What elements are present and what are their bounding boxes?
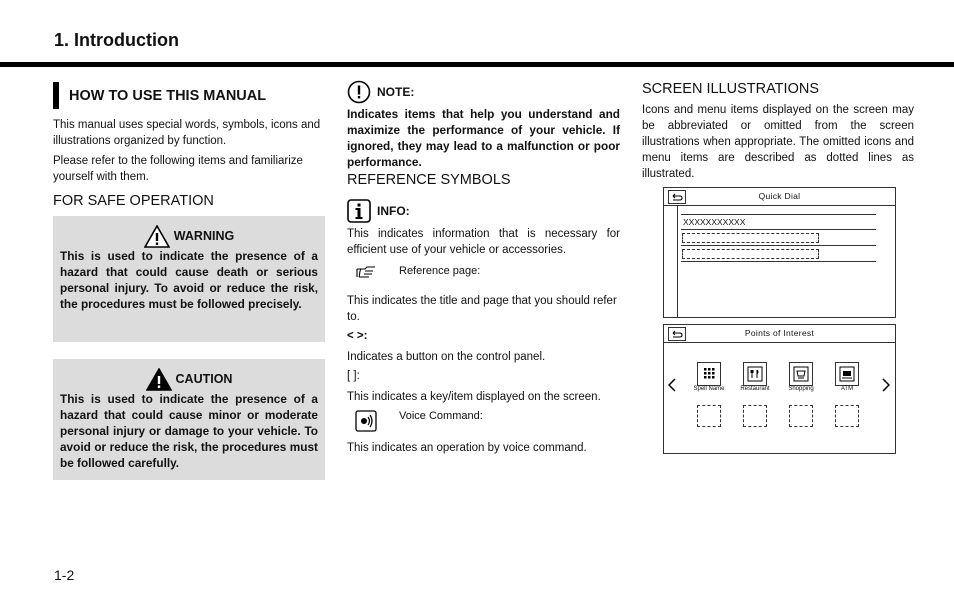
intro-paragraph-2: Please refer to the following items and familiarize yourself with them. — [53, 155, 303, 183]
reference-page-hand-icon — [355, 265, 379, 279]
shopping-label: Shopping — [788, 386, 814, 392]
screen-illustrations-text: Icons and menu items displayed on the screen may be abbreviated or omitted from the screen illustrations when appropriate. The omitted icons and menu items are described as dotted lines as illustrated. — [642, 104, 914, 180]
omitted-icon-placeholder — [789, 405, 813, 427]
screen-divider — [677, 205, 678, 317]
square-bracket-text: This indicates a key/item displayed on the screen. — [347, 391, 601, 403]
square-bracket-symbol: [ ]: — [347, 370, 360, 382]
column-right — [642, 80, 914, 182]
list-separator — [681, 229, 876, 230]
note-text: Indicates items that help you understand and maximize the performance of your vehicle. If ignored, they may lead to a malfunction or poor performance. — [347, 107, 620, 169]
screen-illustrations-heading: SCREEN ILLUSTRATIONS — [642, 81, 819, 97]
quick-dial-header — [664, 188, 895, 206]
keypad-icon — [698, 363, 720, 385]
voice-command-icon — [355, 410, 379, 432]
intro-paragraph-1: This manual uses special words, symbols, icons and illustrations organized by function. — [53, 119, 321, 147]
omitted-icon-placeholder — [697, 405, 721, 427]
angle-bracket-text: Indicates a button on the control panel. — [347, 351, 546, 363]
warning-header — [60, 224, 318, 248]
column-left — [53, 80, 325, 480]
atm-icon — [836, 363, 858, 385]
list-separator — [681, 261, 876, 262]
column-middle — [347, 80, 620, 456]
safe-operation-heading: FOR SAFE OPERATION — [53, 193, 214, 209]
omitted-item-placeholder — [682, 233, 819, 243]
caution-header — [60, 367, 318, 391]
chevron-left-icon — [668, 378, 676, 392]
voice-command-label: Voice Command: — [399, 410, 483, 422]
poi-title: Points of Interest — [744, 328, 815, 338]
angle-bracket-symbol: < >: — [347, 330, 368, 342]
note-heading — [347, 80, 620, 104]
caution-triangle-icon — [146, 368, 172, 391]
caution-box — [53, 359, 325, 480]
omitted-item-placeholder — [682, 249, 819, 259]
points-of-interest-screen — [663, 324, 896, 454]
quick-dial-screen — [663, 187, 896, 318]
voice-command-text: This indicates an operation by voice command. — [347, 442, 587, 454]
warning-box — [53, 216, 325, 342]
atm-tile — [835, 362, 859, 386]
page-header-title: 1. Introduction — [54, 30, 179, 50]
spell-name-label: Spell Name — [693, 386, 725, 392]
section-heading — [53, 82, 325, 109]
note-label: NOTE: — [377, 85, 415, 99]
warning-label: WARNING — [173, 229, 235, 243]
restaurant-tile — [743, 362, 767, 386]
restaurant-icon — [744, 363, 766, 385]
shopping-tile — [789, 362, 813, 386]
omitted-icon-placeholder — [743, 405, 767, 427]
voice-command-row — [355, 410, 620, 436]
page-number: 1-2 — [54, 567, 75, 583]
quick-dial-title: Quick Dial — [758, 191, 801, 201]
warning-text: This is used to indicate the presence of a hazard that could cause death or serious personal injury. To avoid or reduce the risk, the procedures must be followed precisely. — [60, 249, 318, 311]
info-label: INFO: — [377, 204, 410, 218]
section-bar — [53, 82, 59, 109]
reference-page-row — [355, 265, 620, 289]
shopping-icon — [790, 363, 812, 385]
info-icon — [347, 199, 371, 223]
restaurant-label: Restaurant — [740, 386, 770, 392]
note-exclamation-icon — [347, 80, 371, 104]
reference-page-label: Reference page: — [399, 265, 481, 277]
atm-label: ATM — [840, 386, 854, 392]
chevron-right-icon — [882, 378, 890, 392]
section-title: HOW TO USE THIS MANUAL — [69, 87, 267, 104]
info-heading — [347, 199, 620, 223]
warning-triangle-icon — [144, 225, 170, 248]
spell-name-tile — [697, 362, 721, 386]
reference-symbols-heading: REFERENCE SYMBOLS — [347, 172, 511, 188]
info-text: This indicates information that is necessary for efficient use of your vehicle or accessories. — [347, 228, 620, 256]
header-rule — [0, 62, 954, 67]
poi-header — [664, 325, 895, 343]
reference-page-text: This indicates the title and page that you should refer to. — [347, 295, 617, 323]
quick-dial-entry: XXXXXXXXXXX — [683, 217, 746, 227]
list-separator — [681, 214, 876, 215]
omitted-icon-placeholder — [835, 405, 859, 427]
caution-label: CAUTION — [175, 372, 233, 386]
caution-text: This is used to indicate the presence of a hazard that could cause minor or moderate personal injury or damage to your vehicle. To avoid or reduce the risk, the procedures must be followed carefully. — [60, 392, 318, 470]
list-separator — [681, 245, 876, 246]
